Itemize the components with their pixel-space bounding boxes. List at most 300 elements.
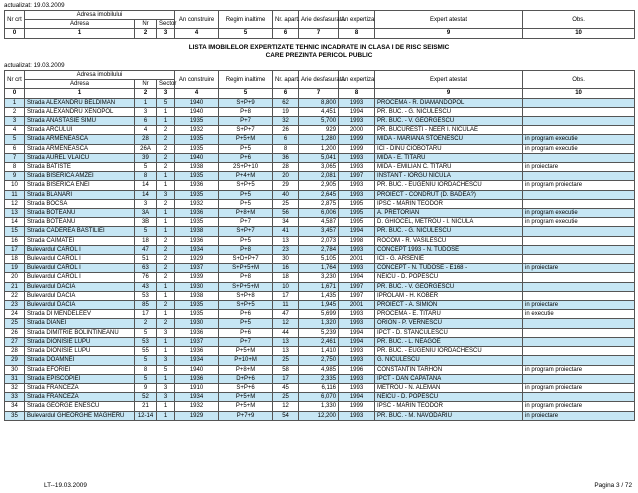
row-apartments: 20: [273, 172, 299, 181]
main-table: [4, 70, 635, 421]
row-nr: 16: [5, 236, 25, 245]
row-area: 6,070: [299, 393, 339, 402]
table-row: [5, 374, 635, 383]
row-apartments: 25: [273, 199, 299, 208]
row-apartments: 16: [273, 264, 299, 273]
row-expertise-year: 1993: [339, 190, 375, 199]
row-regime: P+8: [219, 273, 273, 282]
row-expertise-year: 1999: [339, 402, 375, 411]
row-number: 5: [135, 227, 157, 236]
row-nr: 17: [5, 245, 25, 254]
row-sector: 2: [157, 236, 175, 245]
row-address: Strada BOTEANU: [25, 218, 135, 227]
row-expertise-year: 1994: [339, 393, 375, 402]
hdr-regim: Regim inaltime: [219, 11, 273, 29]
row-nr: 13: [5, 209, 25, 218]
row-number: 26A: [135, 144, 157, 153]
table-row: [5, 126, 635, 135]
row-year: 1936: [175, 181, 219, 190]
row-nr: 18: [5, 255, 25, 264]
row-year: 1935: [175, 172, 219, 181]
row-obs: in proiectare: [523, 411, 635, 420]
row-year: 1930: [175, 282, 219, 291]
table-row: [5, 190, 635, 199]
row-apartments: 17: [273, 374, 299, 383]
row-number: 14: [135, 181, 157, 190]
row-regime: P+7+9: [219, 411, 273, 420]
row-area: 1,280: [299, 135, 339, 144]
row-address: Bulevardul DACIA: [25, 282, 135, 291]
table-row: [5, 255, 635, 264]
row-expertise-year: 1999: [339, 144, 375, 153]
row-sector: 3: [157, 356, 175, 365]
row-apartments: 58: [273, 365, 299, 374]
row-number: 21: [135, 402, 157, 411]
row-address: Strada GEORGE ENESCU: [25, 402, 135, 411]
row-expertise-year: 1994: [339, 273, 375, 282]
row-expertise-year: 1994: [339, 328, 375, 337]
row-nr: 10: [5, 181, 25, 190]
row-year: 1934: [175, 245, 219, 254]
row-expert: PR. BUC. - V. GEORGESCU: [375, 117, 523, 126]
updated-label: actualizat: 19.03.2009: [4, 62, 65, 69]
row-regime: P+4+M: [219, 172, 273, 181]
row-number: 2: [135, 319, 157, 328]
col-number-row: 0 1 2 3 4 5 6 7 8 9 10: [5, 29, 635, 38]
row-regime: P+10+M: [219, 356, 273, 365]
row-address: Strada FRANCEZA: [25, 393, 135, 402]
row-apartments: 30: [273, 255, 299, 264]
hdr-expert: Expert atestat: [375, 11, 523, 29]
row-apartments: 28: [273, 163, 299, 172]
row-obs: in program proiectare: [523, 402, 635, 411]
row-expertise-year: 1993: [339, 374, 375, 383]
row-expertise-year: 1994: [339, 337, 375, 346]
table-row: [5, 172, 635, 181]
row-expert: MIDA - E. TITARU: [375, 153, 523, 162]
row-address: Strada BISERICA AMZEI: [25, 172, 135, 181]
row-apartments: 36: [273, 153, 299, 162]
row-area: 5,105: [299, 255, 339, 264]
row-number: 5: [135, 356, 157, 365]
row-expertise-year: 1993: [339, 383, 375, 392]
row-obs: [523, 393, 635, 402]
row-area: 3,457: [299, 227, 339, 236]
table-row: [5, 291, 635, 300]
row-area: 4,985: [299, 365, 339, 374]
row-expertise-year: 1997: [339, 172, 375, 181]
row-regime: P+6: [219, 310, 273, 319]
table-row: [5, 411, 635, 420]
table-row: [5, 402, 635, 411]
table-row: [5, 273, 635, 282]
hdr-apart: Nr. apart.: [273, 11, 299, 29]
row-address: Strada EPISCOPIEI: [25, 374, 135, 383]
row-year: 1932: [175, 199, 219, 208]
row-obs: [523, 227, 635, 236]
row-year: 1934: [175, 393, 219, 402]
row-area: 1,330: [299, 402, 339, 411]
hdr-nr: Nr crt: [5, 71, 25, 89]
row-area: 2,905: [299, 181, 339, 190]
row-address: Bulevardul CAROL I: [25, 245, 135, 254]
row-apartments: 54: [273, 411, 299, 420]
row-address: Strada DIANEI: [25, 319, 135, 328]
row-obs: [523, 356, 635, 365]
row-year: 1936: [175, 347, 219, 356]
table-row: [5, 98, 635, 107]
row-sector: 1: [157, 411, 175, 420]
hdr-an-constructie: An construire: [175, 11, 219, 29]
hdr-arie: Arie desfasurata: [299, 11, 339, 29]
row-sector: 1: [157, 374, 175, 383]
row-apartments: 12: [273, 402, 299, 411]
row-expert: MIDA - MARIANA STOENESCU: [375, 135, 523, 144]
row-area: 2,750: [299, 356, 339, 365]
row-apartments: 32: [273, 117, 299, 126]
row-number: 4: [135, 126, 157, 135]
row-expert: CONCEPT - N. TUDOSE - E168 -: [375, 264, 523, 273]
row-expertise-year: 1993: [339, 117, 375, 126]
table-row: [5, 107, 635, 116]
row-expertise-year: 1993: [339, 163, 375, 172]
row-year: 1938: [175, 291, 219, 300]
row-sector: 1: [157, 209, 175, 218]
row-obs: [523, 319, 635, 328]
row-area: 6,116: [299, 383, 339, 392]
row-address: Strada DIONISIE LUPU: [25, 337, 135, 346]
row-regime: S+P+5: [219, 301, 273, 310]
row-address: Strada DIONISIE LUPU: [25, 347, 135, 356]
row-nr: 20: [5, 273, 25, 282]
row-sector: 2: [157, 144, 175, 153]
page-title: LISTA IMOBILELOR EXPERTIZATE TEHNIC INCADRATE IN CLASA I DE RISC SEISMIC: [188, 44, 450, 51]
row-sector: 2: [157, 273, 175, 282]
row-expert: ROCOM - R. VASILESCU: [375, 236, 523, 245]
row-address: Strada ARMENEASCA: [25, 135, 135, 144]
row-area: 8,800: [299, 98, 339, 107]
row-number: 8: [135, 365, 157, 374]
row-year: 1936: [175, 236, 219, 245]
row-expertise-year: 2000: [339, 126, 375, 135]
row-regime: P+7: [219, 218, 273, 227]
row-obs: [523, 117, 635, 126]
row-year: 1935: [175, 301, 219, 310]
row-address: Bulevardul GHEORGHE MAGHERU: [25, 411, 135, 420]
row-number: 51: [135, 255, 157, 264]
row-year: 1937: [175, 264, 219, 273]
row-obs: [523, 199, 635, 208]
row-address: Strada DOAMNEI: [25, 356, 135, 365]
row-area: 1,671: [299, 282, 339, 291]
hdr-arie: Arie desfasurata: [299, 71, 339, 89]
hdr-nr: Nr crt: [5, 11, 25, 29]
row-regime: S+P+9: [219, 98, 273, 107]
row-obs: in program proiectare: [523, 383, 635, 392]
row-regime: P+5: [219, 319, 273, 328]
row-address: Strada DI MENDELEEV: [25, 310, 135, 319]
hdr-regim: Regim inaltime: [219, 71, 273, 89]
row-area: 2,461: [299, 337, 339, 346]
updated-label-top: actualizat: 19.03.2009: [4, 2, 65, 9]
hdr-apart: Nr. apart.: [273, 71, 299, 89]
table-row: [5, 356, 635, 365]
row-nr: 27: [5, 337, 25, 346]
row-obs: [523, 98, 635, 107]
row-expert: PR. BUC. - V. GEORGESCU: [375, 282, 523, 291]
row-area: 2,073: [299, 236, 339, 245]
row-regime: P+5+M: [219, 402, 273, 411]
row-address: Strada BATISTE: [25, 163, 135, 172]
row-expert: A. PRETORIAN: [375, 209, 523, 218]
footer-left: LT--19.03.2009: [44, 482, 87, 489]
row-regime: P+8: [219, 245, 273, 254]
row-number: 12-14: [135, 411, 157, 420]
row-regime: P+7: [219, 117, 273, 126]
row-nr: 2: [5, 107, 25, 116]
row-regime: S+P+5+M: [219, 264, 273, 273]
row-regime: P+5+M: [219, 135, 273, 144]
row-expert: PROIECT - A. SIMION: [375, 301, 523, 310]
row-number: 53: [135, 291, 157, 300]
row-expert: METROU - N. ALEMAN: [375, 383, 523, 392]
row-apartments: 47: [273, 310, 299, 319]
row-nr: 29: [5, 356, 25, 365]
row-apartments: 18: [273, 273, 299, 282]
row-nr: 5: [5, 135, 25, 144]
row-number: 52: [135, 393, 157, 402]
row-address: Strada BISERICA ENEI: [25, 181, 135, 190]
row-obs: [523, 172, 635, 181]
row-nr: 3: [5, 117, 25, 126]
row-expert: D. GHIOCEL, METROU - I. NICULA: [375, 218, 523, 227]
row-sector: 5: [157, 365, 175, 374]
row-apartments: 19: [273, 107, 299, 116]
row-area: 2,335: [299, 374, 339, 383]
row-number: 5: [135, 328, 157, 337]
row-sector: 2: [157, 319, 175, 328]
row-regime: P+8+M: [219, 365, 273, 374]
row-sector: 3: [157, 328, 175, 337]
row-expert: NEICU - D. POPESCU: [375, 393, 523, 402]
hdr-adresa-imobilului: Adresa imobilului: [25, 11, 175, 20]
row-obs: in program executie: [523, 218, 635, 227]
row-sector: 2: [157, 126, 175, 135]
hdr-sector: Sector: [157, 80, 175, 89]
row-nr: 7: [5, 153, 25, 162]
row-year: 1935: [175, 135, 219, 144]
row-apartments: 29: [273, 181, 299, 190]
row-number: 3: [135, 199, 157, 208]
row-sector: 3: [157, 383, 175, 392]
row-expert: IPSC - MARIN TEODOR: [375, 199, 523, 208]
row-apartments: 25: [273, 393, 299, 402]
row-obs: [523, 236, 635, 245]
row-sector: 2: [157, 264, 175, 273]
row-nr: 32: [5, 383, 25, 392]
row-number: 3: [135, 107, 157, 116]
row-address: Strada CAIMATEI: [25, 236, 135, 245]
row-year: 1934: [175, 356, 219, 365]
row-nr: 33: [5, 393, 25, 402]
row-sector: 1: [157, 291, 175, 300]
row-nr: 34: [5, 402, 25, 411]
row-year: 1932: [175, 126, 219, 135]
row-regime: S+P+5+M: [219, 282, 273, 291]
row-expertise-year: 1995: [339, 209, 375, 218]
row-obs: [523, 126, 635, 135]
row-obs: in program executie: [523, 144, 635, 153]
row-area: 5,041: [299, 153, 339, 162]
row-sector: 2: [157, 255, 175, 264]
row-area: 1,410: [299, 347, 339, 356]
row-obs: in program proiectare: [523, 181, 635, 190]
table-row: [5, 117, 635, 126]
row-area: 5,699: [299, 310, 339, 319]
table-row: [5, 337, 635, 346]
row-sector: 1: [157, 347, 175, 356]
table-row: [5, 347, 635, 356]
row-regime: P+5+M: [219, 393, 273, 402]
row-number: 43: [135, 282, 157, 291]
row-address: Strada BOCSA: [25, 199, 135, 208]
row-sector: 1: [157, 107, 175, 116]
table-row: [5, 365, 635, 374]
row-year: 1940: [175, 365, 219, 374]
row-sector: 1: [157, 117, 175, 126]
row-obs: in program executie: [523, 135, 635, 144]
row-apartments: 11: [273, 301, 299, 310]
row-year: 1940: [175, 153, 219, 162]
row-sector: 5: [157, 98, 175, 107]
row-area: 3,230: [299, 273, 339, 282]
table-row: [5, 264, 635, 273]
row-area: 929: [299, 126, 339, 135]
row-regime: P+6: [219, 328, 273, 337]
row-apartments: 62: [273, 98, 299, 107]
row-sector: 1: [157, 310, 175, 319]
row-expertise-year: 2001: [339, 301, 375, 310]
row-obs: [523, 374, 635, 383]
hdr-adresa: Adresa: [25, 20, 135, 29]
row-expertise-year: 1997: [339, 291, 375, 300]
row-sector: 1: [157, 181, 175, 190]
row-year: 1930: [175, 319, 219, 328]
row-address: Strada ARCULUI: [25, 126, 135, 135]
table-row: [5, 209, 635, 218]
row-regime: S+P+7: [219, 227, 273, 236]
table-row: [5, 199, 635, 208]
row-nr: 4: [5, 126, 25, 135]
row-year: 1940: [175, 107, 219, 116]
row-regime: P+8: [219, 107, 273, 116]
row-expert: PR. BUC. - EUGENIU IORDACHESCU: [375, 181, 523, 190]
row-nr: 31: [5, 374, 25, 383]
row-address: Bulevardul DACIA: [25, 301, 135, 310]
row-expertise-year: 1993: [339, 411, 375, 420]
row-regime: D+P+6: [219, 374, 273, 383]
row-year: 1939: [175, 273, 219, 282]
table-row: [5, 153, 635, 162]
row-year: 1935: [175, 218, 219, 227]
table-row: [5, 144, 635, 153]
row-regime: S+P+5: [219, 181, 273, 190]
row-regime: P+5: [219, 190, 273, 199]
row-apartments: 25: [273, 356, 299, 365]
row-expert: IPSC - MARIN TEODOR: [375, 402, 523, 411]
row-number: 39: [135, 153, 157, 162]
row-nr: 19: [5, 264, 25, 273]
hdr-obs: Obs.: [523, 11, 635, 29]
row-expert: PR. BUC. - M. NAVODARIU: [375, 411, 523, 420]
hdr-sector: Sector: [157, 20, 175, 29]
row-regime: P+5+M: [219, 347, 273, 356]
row-expertise-year: 1993: [339, 245, 375, 254]
row-expertise-year: 1993: [339, 319, 375, 328]
row-expert: ICI - G. ARSENIE: [375, 255, 523, 264]
row-expertise-year: 1993: [339, 264, 375, 273]
row-apartments: 13: [273, 347, 299, 356]
row-obs: in executie: [523, 310, 635, 319]
row-area: 3,065: [299, 163, 339, 172]
row-expert: PR. BUC. - G. NICULESCU: [375, 227, 523, 236]
row-sector: 3: [157, 190, 175, 199]
row-number: 47: [135, 245, 157, 254]
row-sector: 2: [157, 153, 175, 162]
row-nr: 8: [5, 163, 25, 172]
row-year: 1932: [175, 402, 219, 411]
row-address: Strada CADEREA BASTILIEI: [25, 227, 135, 236]
row-regime: P+5: [219, 236, 273, 245]
row-expert: PR. BUC. - EUGENIU IORDACHESCU: [375, 347, 523, 356]
row-sector: 1: [157, 282, 175, 291]
row-sector: 3: [157, 393, 175, 402]
row-sector: 2: [157, 135, 175, 144]
row-nr: 14: [5, 218, 25, 227]
row-address: Bulevardul CAROL I: [25, 264, 135, 273]
row-expert: PR. BUCURESTI - NEER I. NICULAE: [375, 126, 523, 135]
row-obs: [523, 255, 635, 264]
row-number: 63: [135, 264, 157, 273]
hdr-nr-col: Nr: [135, 20, 157, 29]
hdr-adresa: Adresa: [25, 80, 135, 89]
row-address: Bulevardul DACIA: [25, 291, 135, 300]
row-apartments: 34: [273, 218, 299, 227]
row-obs: [523, 328, 635, 337]
row-nr: 22: [5, 291, 25, 300]
row-year: 1938: [175, 227, 219, 236]
row-area: 1,945: [299, 301, 339, 310]
row-number: 18: [135, 236, 157, 245]
row-nr: 21: [5, 282, 25, 291]
row-expert: CONSTANTIN TARHON: [375, 365, 523, 374]
row-regime: S+D+P+7: [219, 255, 273, 264]
row-nr: 23: [5, 301, 25, 310]
row-obs: in program executie: [523, 209, 635, 218]
hdr-expertiza: An expertiza: [339, 11, 375, 29]
row-number: 9: [135, 383, 157, 392]
row-obs: in proiectare: [523, 301, 635, 310]
table-row: [5, 236, 635, 245]
row-expert: INSTANT - IORGU NICULA: [375, 172, 523, 181]
row-expert: PROIECT - CONDRUT (D. BADEA?): [375, 190, 523, 199]
row-sector: 1: [157, 402, 175, 411]
hdr-an-constructie: An construire: [175, 71, 219, 89]
row-sector: 2: [157, 163, 175, 172]
hdr-adresa-imobilului: Adresa imobilului: [25, 71, 175, 80]
table-row: [5, 227, 635, 236]
row-address: Bulevardul CAROL I: [25, 255, 135, 264]
